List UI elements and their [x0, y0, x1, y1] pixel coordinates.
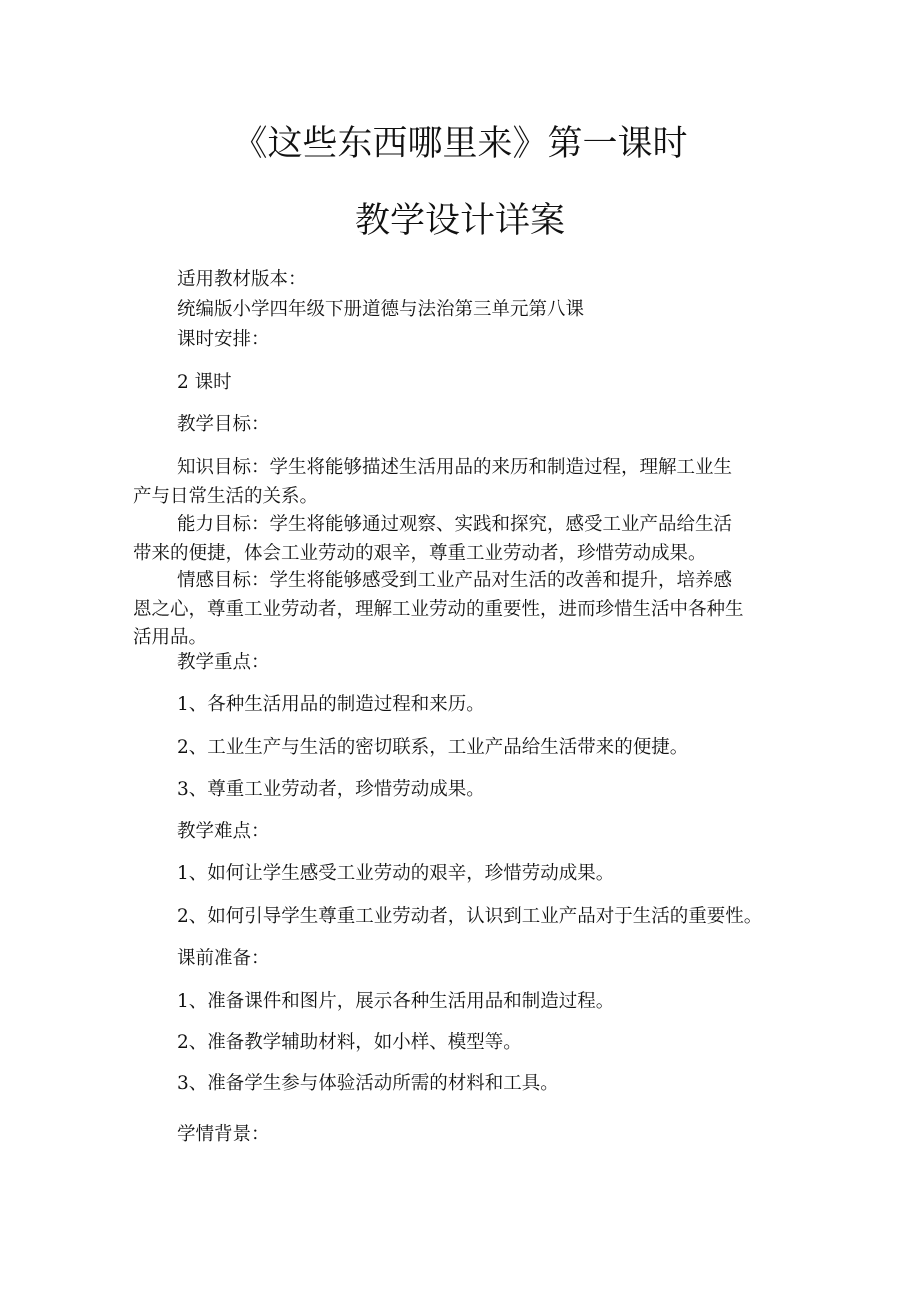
objective-emotion-line-3: 活用品。	[133, 627, 208, 648]
objective-knowledge-line-2: 产与日常生活的关系。	[133, 486, 319, 507]
objective-emotion-line-1: 情感目标：学生将能够感受到工业产品对生活的改善和提升，培养感	[177, 570, 733, 591]
schedule-value: 2 课时	[177, 372, 232, 393]
preparation-label: 课前准备：	[177, 948, 270, 969]
key-point-item: 1、各种生活用品的制造过程和来历。	[177, 694, 485, 715]
objectives-label: 教学目标：	[177, 414, 270, 435]
preparation-item: 2、准备教学辅助材料，如小样、模型等。	[177, 1032, 522, 1053]
difficulty-item: 2、如何引导学生尊重工业劳动者，认识到工业产品对于生活的重要性。	[177, 906, 763, 927]
key-point-item: 3、尊重工业劳动者，珍惜劳动成果。	[177, 779, 485, 800]
material-label: 适用教材版本：	[177, 269, 307, 290]
document-title-line-1: 《这些东西哪里来》第一课时	[232, 124, 688, 164]
preparation-item: 3、准备学生参与体验活动所需的材料和工具。	[177, 1073, 559, 1094]
objective-emotion-line-2: 恩之心，尊重工业劳动者，理解工业劳动的重要性，进而珍惜生活中各种生	[133, 599, 744, 620]
document-title-line-2: 教学设计详案	[354, 201, 565, 241]
key-points-label: 教学重点：	[177, 652, 270, 673]
objective-ability-line-2: 带来的便捷，体会工业劳动的艰辛，尊重工业劳动者，珍惜劳动成果。	[133, 543, 707, 564]
schedule-label: 课时安排：	[177, 329, 270, 350]
objective-knowledge-line-1: 知识目标：学生将能够描述生活用品的来历和制造过程，理解工业生	[177, 457, 733, 478]
objective-ability-line-1: 能力目标：学生将能够通过观察、实践和探究，感受工业产品给生活	[177, 514, 733, 535]
difficulty-item: 1、如何让学生感受工业劳动的艰辛，珍惜劳动成果。	[177, 863, 615, 884]
key-point-item: 2、工业生产与生活的密切联系，工业产品给生活带来的便捷。	[177, 737, 689, 758]
difficulties-label: 教学难点：	[177, 821, 270, 842]
preparation-item: 1、准备课件和图片，展示各种生活用品和制造过程。	[177, 991, 615, 1012]
background-label: 学情背景：	[177, 1124, 270, 1145]
material-value: 统编版小学四年级下册道德与法治第三单元第八课	[177, 299, 585, 320]
